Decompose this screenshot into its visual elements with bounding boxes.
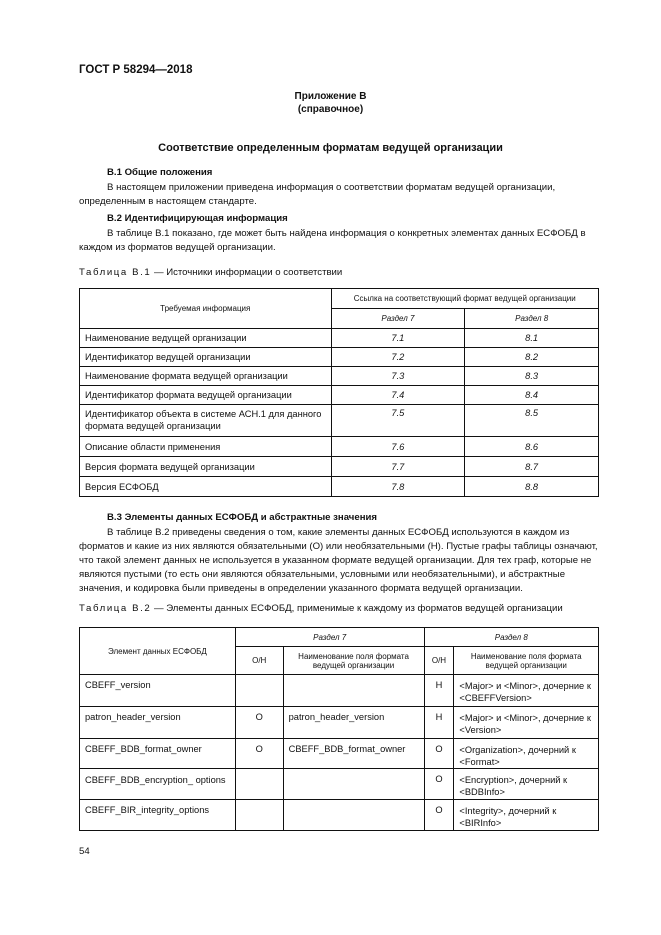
table-row — [80, 405, 599, 437]
table1-caption — [79, 267, 342, 278]
table-row — [80, 739, 599, 769]
table-cell: 8.2 — [465, 348, 599, 367]
table-cell: О — [235, 739, 283, 769]
table1-header-ref: Ссылка на соответствующий формат ведущей организации — [331, 289, 598, 309]
table1-caption-text: — Источники информации о соответствии — [151, 267, 343, 278]
table-cell: <Organization>, дочерний к <Format> — [454, 739, 599, 769]
table1-header-required: Требуемая информация — [80, 289, 332, 329]
table-cell: patron_header_version — [80, 707, 236, 739]
table-cell: <Major> и <Minor>, дочерние к <Version> — [454, 707, 599, 739]
annex-title: Приложение В — [294, 91, 367, 102]
table-cell: 7.3 — [331, 367, 465, 386]
table-cell: Версия ЕСФОБД — [80, 477, 332, 497]
table-row — [80, 437, 599, 457]
table-b1 — [79, 288, 599, 497]
document-header: ГОСТ Р 58294—2018 — [79, 64, 193, 76]
table-cell: 7.4 — [331, 386, 465, 405]
table-cell: 8.5 — [465, 405, 599, 437]
table-cell: CBEFF_BDB_encryption_ options — [80, 769, 236, 800]
table-cell: <Major> и <Minor>, дочерние к <CBEFFVersion> — [454, 675, 599, 707]
table-row — [80, 348, 599, 367]
table-cell: Н — [424, 675, 454, 707]
table-cell: 8.1 — [465, 329, 599, 348]
table-row — [80, 707, 599, 739]
table-cell: 8.3 — [465, 367, 599, 386]
table2-header-s7: Раздел 7 — [235, 628, 424, 647]
table-cell: 7.7 — [331, 457, 465, 477]
table-cell: <Encryption>, дочерний к <BDBInfo> — [454, 769, 599, 800]
table-row — [80, 477, 599, 497]
table-cell: 8.4 — [465, 386, 599, 405]
section-b1-heading: В.1 Общие положения — [107, 167, 213, 178]
table2-header-field7: Наименование поля формата ведущей организации — [283, 647, 424, 675]
table-cell: Версия формата ведущей организации — [80, 457, 332, 477]
table-cell: О — [424, 800, 454, 831]
table-cell: CBEFF_version — [80, 675, 236, 707]
table-cell: Идентификатор формата ведущей организации — [80, 386, 332, 405]
table2-caption — [79, 603, 563, 614]
table-cell: Наименование формата ведущей организации — [80, 367, 332, 386]
table-cell: 7.2 — [331, 348, 465, 367]
table-cell — [283, 769, 424, 800]
table1-caption-label: Таблица В.1 — [79, 267, 152, 278]
table-cell: 8.8 — [465, 477, 599, 497]
section-b2-text: В таблице В.1 показано, где может быть найдена информация о конкретных элементах данных ЕСФОБД в каждом из форматов ведущей организации. — [79, 228, 586, 253]
page-number: 54 — [79, 846, 90, 857]
table-cell: <Integrity>, дочерний к <BIRInfo> — [454, 800, 599, 831]
table2-caption-text: — Элементы данных ЕСФОБД, применимые к каждому из форматов ведущей организации — [151, 603, 563, 614]
table-row — [80, 386, 599, 405]
table-cell: Идентификатор объекта в системе АСН.1 для данного формата ведущей организации — [80, 405, 332, 437]
table-cell — [283, 800, 424, 831]
table-cell — [235, 800, 283, 831]
table-cell: 7.1 — [331, 329, 465, 348]
table1-header-s8: Раздел 8 — [465, 309, 599, 329]
table-row — [80, 675, 599, 707]
table-cell: 8.6 — [465, 437, 599, 457]
table-cell: patron_header_version — [283, 707, 424, 739]
table-cell: О — [424, 769, 454, 800]
section-b2-heading: В.2 Идентифицирующая информация — [107, 213, 288, 224]
table-cell: 7.6 — [331, 437, 465, 457]
table-cell: Наименование ведущей организации — [80, 329, 332, 348]
table-row — [80, 769, 599, 800]
table-cell: 7.5 — [331, 405, 465, 437]
table2-header-field8: Наименование поля формата ведущей организации — [454, 647, 599, 675]
table2-header-oh8: О/Н — [424, 647, 454, 675]
table-cell: CBEFF_BDB_format_owner — [80, 739, 236, 769]
table-row — [80, 457, 599, 477]
table-cell: 7.8 — [331, 477, 465, 497]
table-cell — [235, 675, 283, 707]
table-cell: Идентификатор ведущей организации — [80, 348, 332, 367]
table1-header-s7: Раздел 7 — [331, 309, 465, 329]
table-row — [80, 800, 599, 831]
table-cell: 8.7 — [465, 457, 599, 477]
table-cell: CBEFF_BIR_integrity_options — [80, 800, 236, 831]
section-b3-text: В таблице В.2 приведены сведения о том, какие элементы данных ЕСФОБД используются в каждом из форматов и какие из них являются обязательными (О) или необязательными (Н). Пустые графы таблицы означают, что такой элемент данных не используется в указанном формате ведущей организации. Для тех граф, которые не являются пустыми (то есть они являются обязательными, условными или необязательными), и абстрактные значения, и кодировка были приведены в определении указанного формата ведущей организации. — [79, 527, 598, 594]
table2-header-element: Элемент данных ЕСФОБД — [80, 628, 236, 675]
table-cell: Н — [424, 707, 454, 739]
table-row — [80, 367, 599, 386]
table2-header-s8: Раздел 8 — [424, 628, 598, 647]
annex-subtitle: (справочное) — [297, 104, 364, 115]
section-b3-heading: В.3 Элементы данных ЕСФОБД и абстрактные значения — [107, 512, 377, 523]
table-row — [80, 329, 599, 348]
table-cell — [235, 769, 283, 800]
table-cell: О — [235, 707, 283, 739]
main-title: Соответствие определенным форматам ведущей организации — [158, 142, 503, 154]
table-cell: О — [424, 739, 454, 769]
table2-caption-label: Таблица В.2 — [79, 603, 152, 614]
table-cell: CBEFF_BDB_format_owner — [283, 739, 424, 769]
table-b2 — [79, 627, 599, 831]
table2-header-oh7: О/Н — [235, 647, 283, 675]
section-b1-text: В настоящем приложении приведена информация о соответствии форматам ведущей организации, определенным в настоящем стандарте. — [79, 182, 556, 207]
table-cell: Описание области применения — [80, 437, 332, 457]
table-cell — [283, 675, 424, 707]
